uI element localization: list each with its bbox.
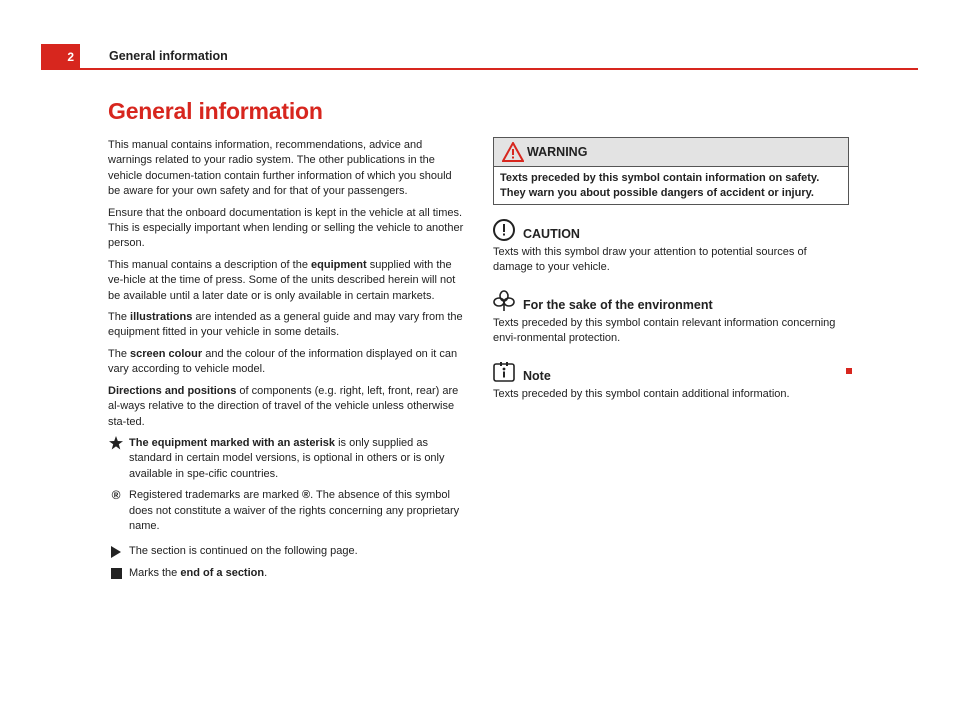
environment-text: Texts preceded by this symbol contain relevant information concerning envi-ronmental protection. (493, 316, 836, 345)
page-header (41, 44, 918, 70)
text-span: is only supplied as standard in certain model versions, is optional in others or is only available in spe-cific countries. (129, 436, 445, 480)
end-square-icon (108, 566, 124, 583)
end-of-section-marker (846, 368, 852, 374)
arrow-right-icon (108, 544, 124, 562)
text-span: The (108, 347, 131, 360)
environment-header (493, 290, 849, 316)
right-column (493, 137, 849, 402)
caution-circle-icon (493, 219, 515, 241)
continued-row (108, 544, 464, 559)
warning-header (494, 138, 848, 167)
text-span: This manual contains a description of the (108, 258, 312, 271)
header-title: General information (109, 49, 228, 63)
bold-term: screen colour (130, 347, 203, 360)
text-span: of components (e.g. right, left, front, rear) are al-ways relative to the direction of travel of the vehicle unless otherwise sta-ted. (108, 384, 459, 428)
text-span: Registered trademarks are marked (129, 489, 303, 502)
bold-term: Directions and positions (108, 384, 237, 397)
registered-row (108, 488, 464, 534)
text-span: The (108, 311, 131, 324)
left-column (108, 138, 464, 587)
bold-term: ® (302, 489, 311, 502)
environment-leaf-icon (493, 290, 515, 312)
environment-title: For the sake of the environment (523, 297, 713, 312)
registered-icon: ® (111, 488, 121, 503)
paragraph-screen-colour (108, 347, 464, 378)
text-span: supplied with the ve-hicle at the time of press. Some of the units described herein will not be available until a later date or is only available in certain markets. (108, 258, 456, 302)
bold-term: illustrations (130, 311, 193, 324)
caution-text: Texts with this symbol draw your attention to potential sources of damage to your vehicle. (493, 246, 807, 274)
bold-term: equipment (311, 258, 367, 271)
note-info-icon (493, 361, 515, 383)
paragraph-intro: This manual contains information, recommendations, advice and warnings related to your radio system. The other publications in the vehicle documen-tation contain further information of which you should be aware for your own safety and for that of your passengers. (108, 139, 452, 198)
page-number: 2 (41, 44, 80, 68)
bold-term: end of a section (180, 566, 265, 579)
note-title: Note (523, 368, 551, 383)
paragraph-equipment (108, 258, 464, 304)
text-span: . The absence of this symbol does not constitute a waiver of the rights concerning any proprietary name. (129, 489, 460, 532)
note-text: Texts preceded by this symbol contain additional information. (493, 387, 790, 400)
paragraph-directions (108, 384, 464, 430)
text-span: Marks the (129, 566, 181, 579)
caution-title: CAUTION (523, 227, 580, 241)
text-span: are intended as a general guide and may vary from the equipment fitted in your vehicle in some details. (108, 311, 463, 339)
paragraph-documentation: Ensure that the onboard documentation is kept in the vehicle at all times. This is especially important when lending or selling the vehicle to another person. (108, 206, 464, 250)
asterisk-row (108, 436, 464, 482)
text-span: The section is continued on the following page. (129, 545, 358, 558)
warning-text: Texts preceded by this symbol contain information on safety. They warn you about possible dangers of accident or injury. (500, 172, 820, 199)
bold-term: The equipment marked with an asterisk (129, 436, 336, 449)
note-header (493, 361, 849, 387)
asterisk-icon (108, 436, 124, 454)
caution-header (493, 219, 849, 245)
page-title: General information (108, 98, 323, 124)
warning-box (493, 137, 849, 205)
text-span: and the colour of the information displayed on it can vary according to vehicle model. (108, 347, 458, 376)
paragraph-illustrations (108, 310, 464, 341)
text-span: . (264, 566, 268, 579)
warning-triangle-icon (502, 142, 524, 162)
end-section-row (108, 566, 464, 581)
warning-title: WARNING (527, 145, 588, 159)
